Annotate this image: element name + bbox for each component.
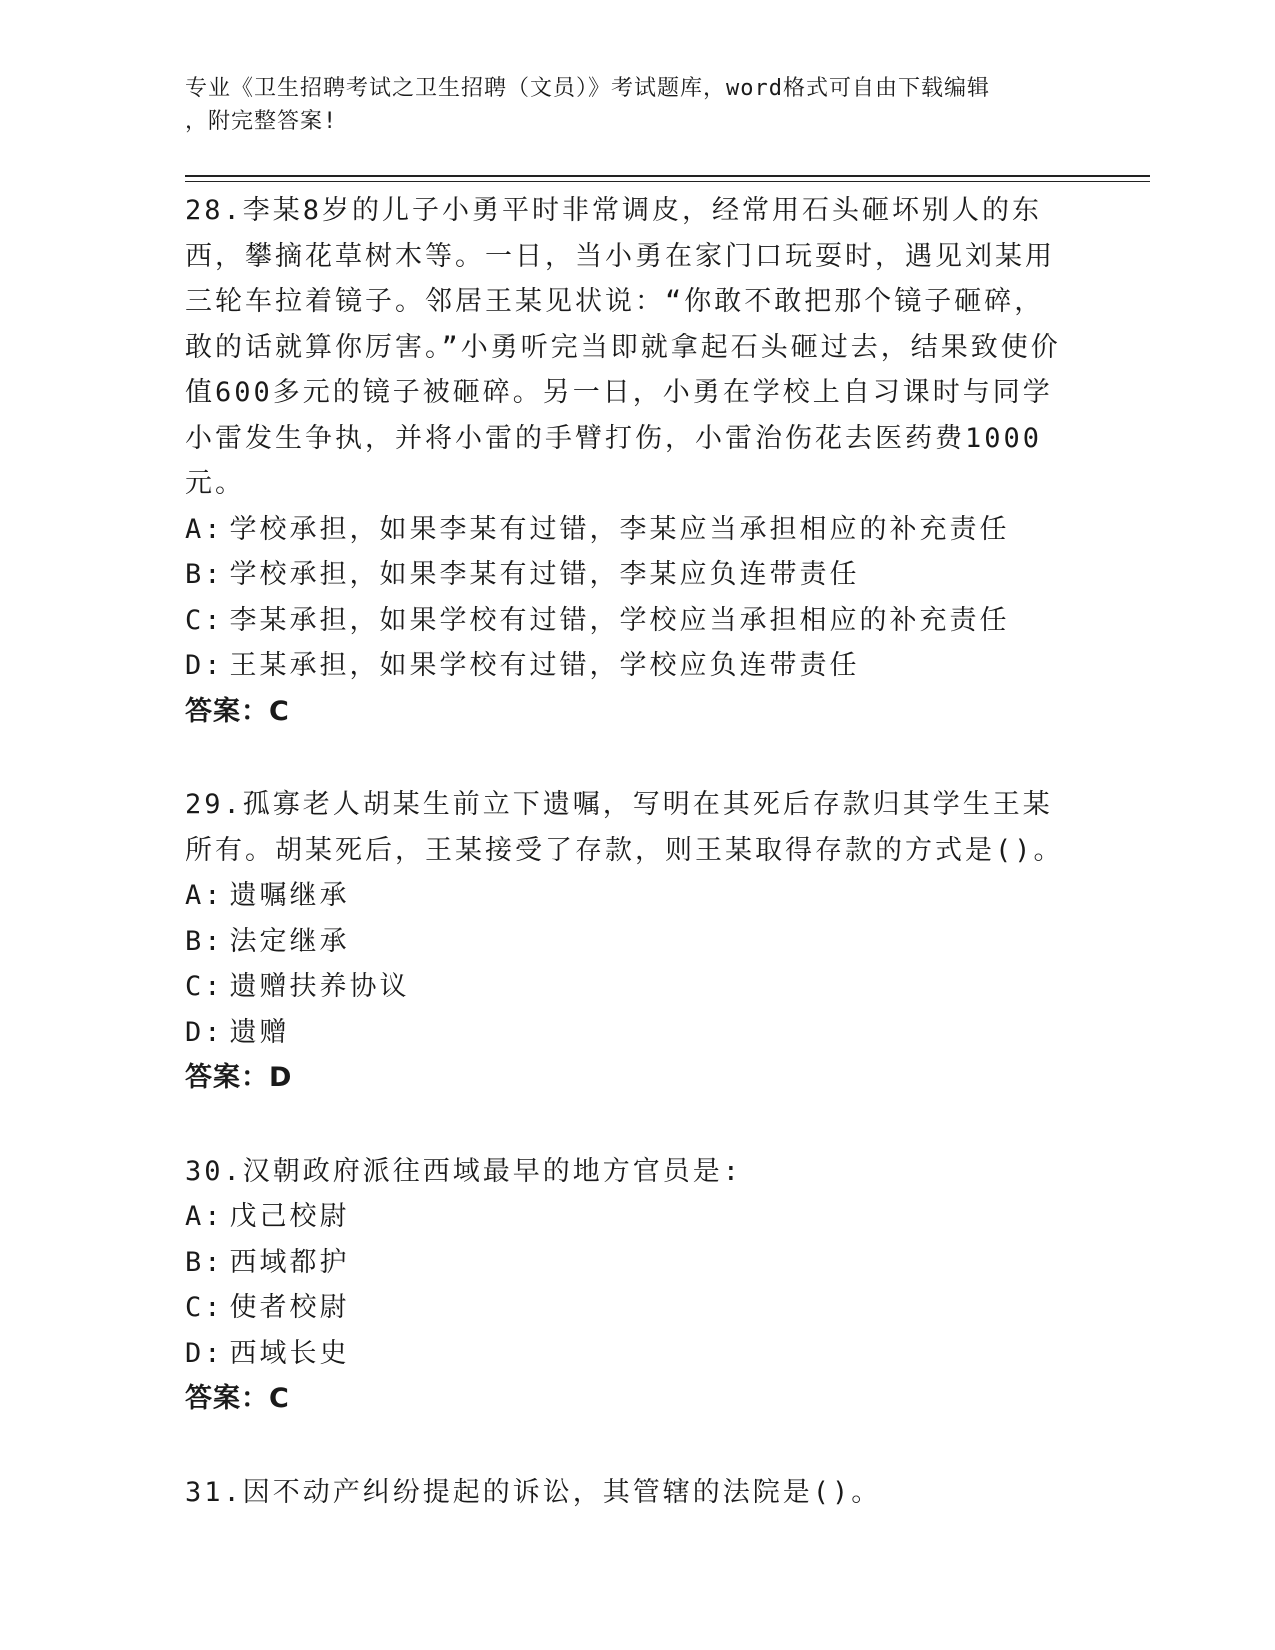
question-stem: 31.因不动产纠纷提起的诉讼，其管辖的法院是()。	[185, 1476, 882, 1508]
question-30	[185, 1149, 1070, 1422]
option-key: A:	[185, 1201, 224, 1232]
option-text: 学校承担，如果李某有过错，李某应当承担相应的补充责任	[229, 513, 1010, 545]
option-c	[185, 598, 1070, 644]
option-text: 学校承担，如果李某有过错，李某应负连带责任	[229, 559, 860, 590]
option-key: B:	[185, 1246, 224, 1278]
option-text: 李某承担，如果学校有过错，学校应当承担相应的补充责任	[229, 604, 1010, 636]
option-text: 遗嘱继承	[229, 880, 350, 911]
option-key: D:	[185, 650, 224, 681]
option-a	[185, 507, 1070, 553]
question-stem: 28.李某8岁的儿子小勇平时非常调皮，经常用石头砸坏别人的东西，攀摘花草树木等。一日，当小勇在家门口玩耍时，遇见刘某用三轮车拉着镜子。邻居王某见状说：“你敢不敢把那个镜子砸碎，敢的话就算你厉害。”小勇听完当即就拿起石头砸过去，结果致使价值600多元的镜子被砸碎。另一日，小勇在学校上自习课时与同学小雷发生争执，并将小雷的手臂打伤，小雷治伤花去医药费1000元。	[185, 195, 1061, 499]
question-29	[185, 782, 1070, 1101]
option-d	[185, 643, 1070, 689]
option-key: B:	[185, 559, 224, 590]
option-key: C:	[185, 1292, 224, 1323]
option-c	[185, 1285, 1070, 1331]
option-key: A:	[185, 513, 224, 545]
option-text: 法定继承	[229, 925, 350, 957]
option-b	[185, 919, 1070, 965]
question-list	[185, 188, 1070, 1563]
option-d	[185, 1010, 1070, 1056]
option-text: 西域长史	[229, 1337, 350, 1369]
document-header	[185, 72, 1065, 138]
question-31	[185, 1470, 1070, 1516]
option-key: D:	[185, 1337, 224, 1369]
option-key: C:	[185, 604, 224, 636]
option-b	[185, 1240, 1070, 1286]
option-c	[185, 964, 1070, 1010]
answer-line: 答案：C	[185, 695, 290, 727]
answer-line: 答案：D	[185, 1062, 293, 1093]
header-line-1: 专业《卫生招聘考试之卫生招聘（文员）》考试题库，word格式可自由下载编辑	[185, 76, 990, 101]
option-key: B:	[185, 925, 224, 957]
header-rule-thin	[185, 181, 1150, 182]
option-text: 王某承担，如果学校有过错，学校应负连带责任	[229, 650, 860, 681]
header-line-2: ，附完整答案!	[185, 109, 338, 134]
option-key: A:	[185, 880, 224, 911]
question-28	[185, 188, 1070, 734]
option-text: 使者校尉	[229, 1292, 350, 1323]
question-stem: 30.汉朝政府派往西域最早的地方官员是:	[185, 1155, 743, 1187]
option-text: 戊己校尉	[229, 1201, 350, 1232]
question-stem: 29.孤寡老人胡某生前立下遗嘱，写明在其死后存款归其学生王某所有。胡某死后，王某接受了存款，则王某取得存款的方式是()。	[185, 789, 1064, 866]
option-key: D:	[185, 1016, 224, 1048]
answer-line: 答案：C	[185, 1383, 290, 1414]
option-a	[185, 1194, 1070, 1240]
option-b	[185, 552, 1070, 598]
option-d	[185, 1331, 1070, 1377]
option-text: 遗赠扶养协议	[229, 971, 410, 1002]
option-text: 遗赠	[229, 1016, 290, 1048]
option-a	[185, 873, 1070, 919]
option-text: 西域都护	[229, 1246, 350, 1278]
option-key: C:	[185, 971, 224, 1002]
header-rule-thick	[185, 175, 1150, 177]
